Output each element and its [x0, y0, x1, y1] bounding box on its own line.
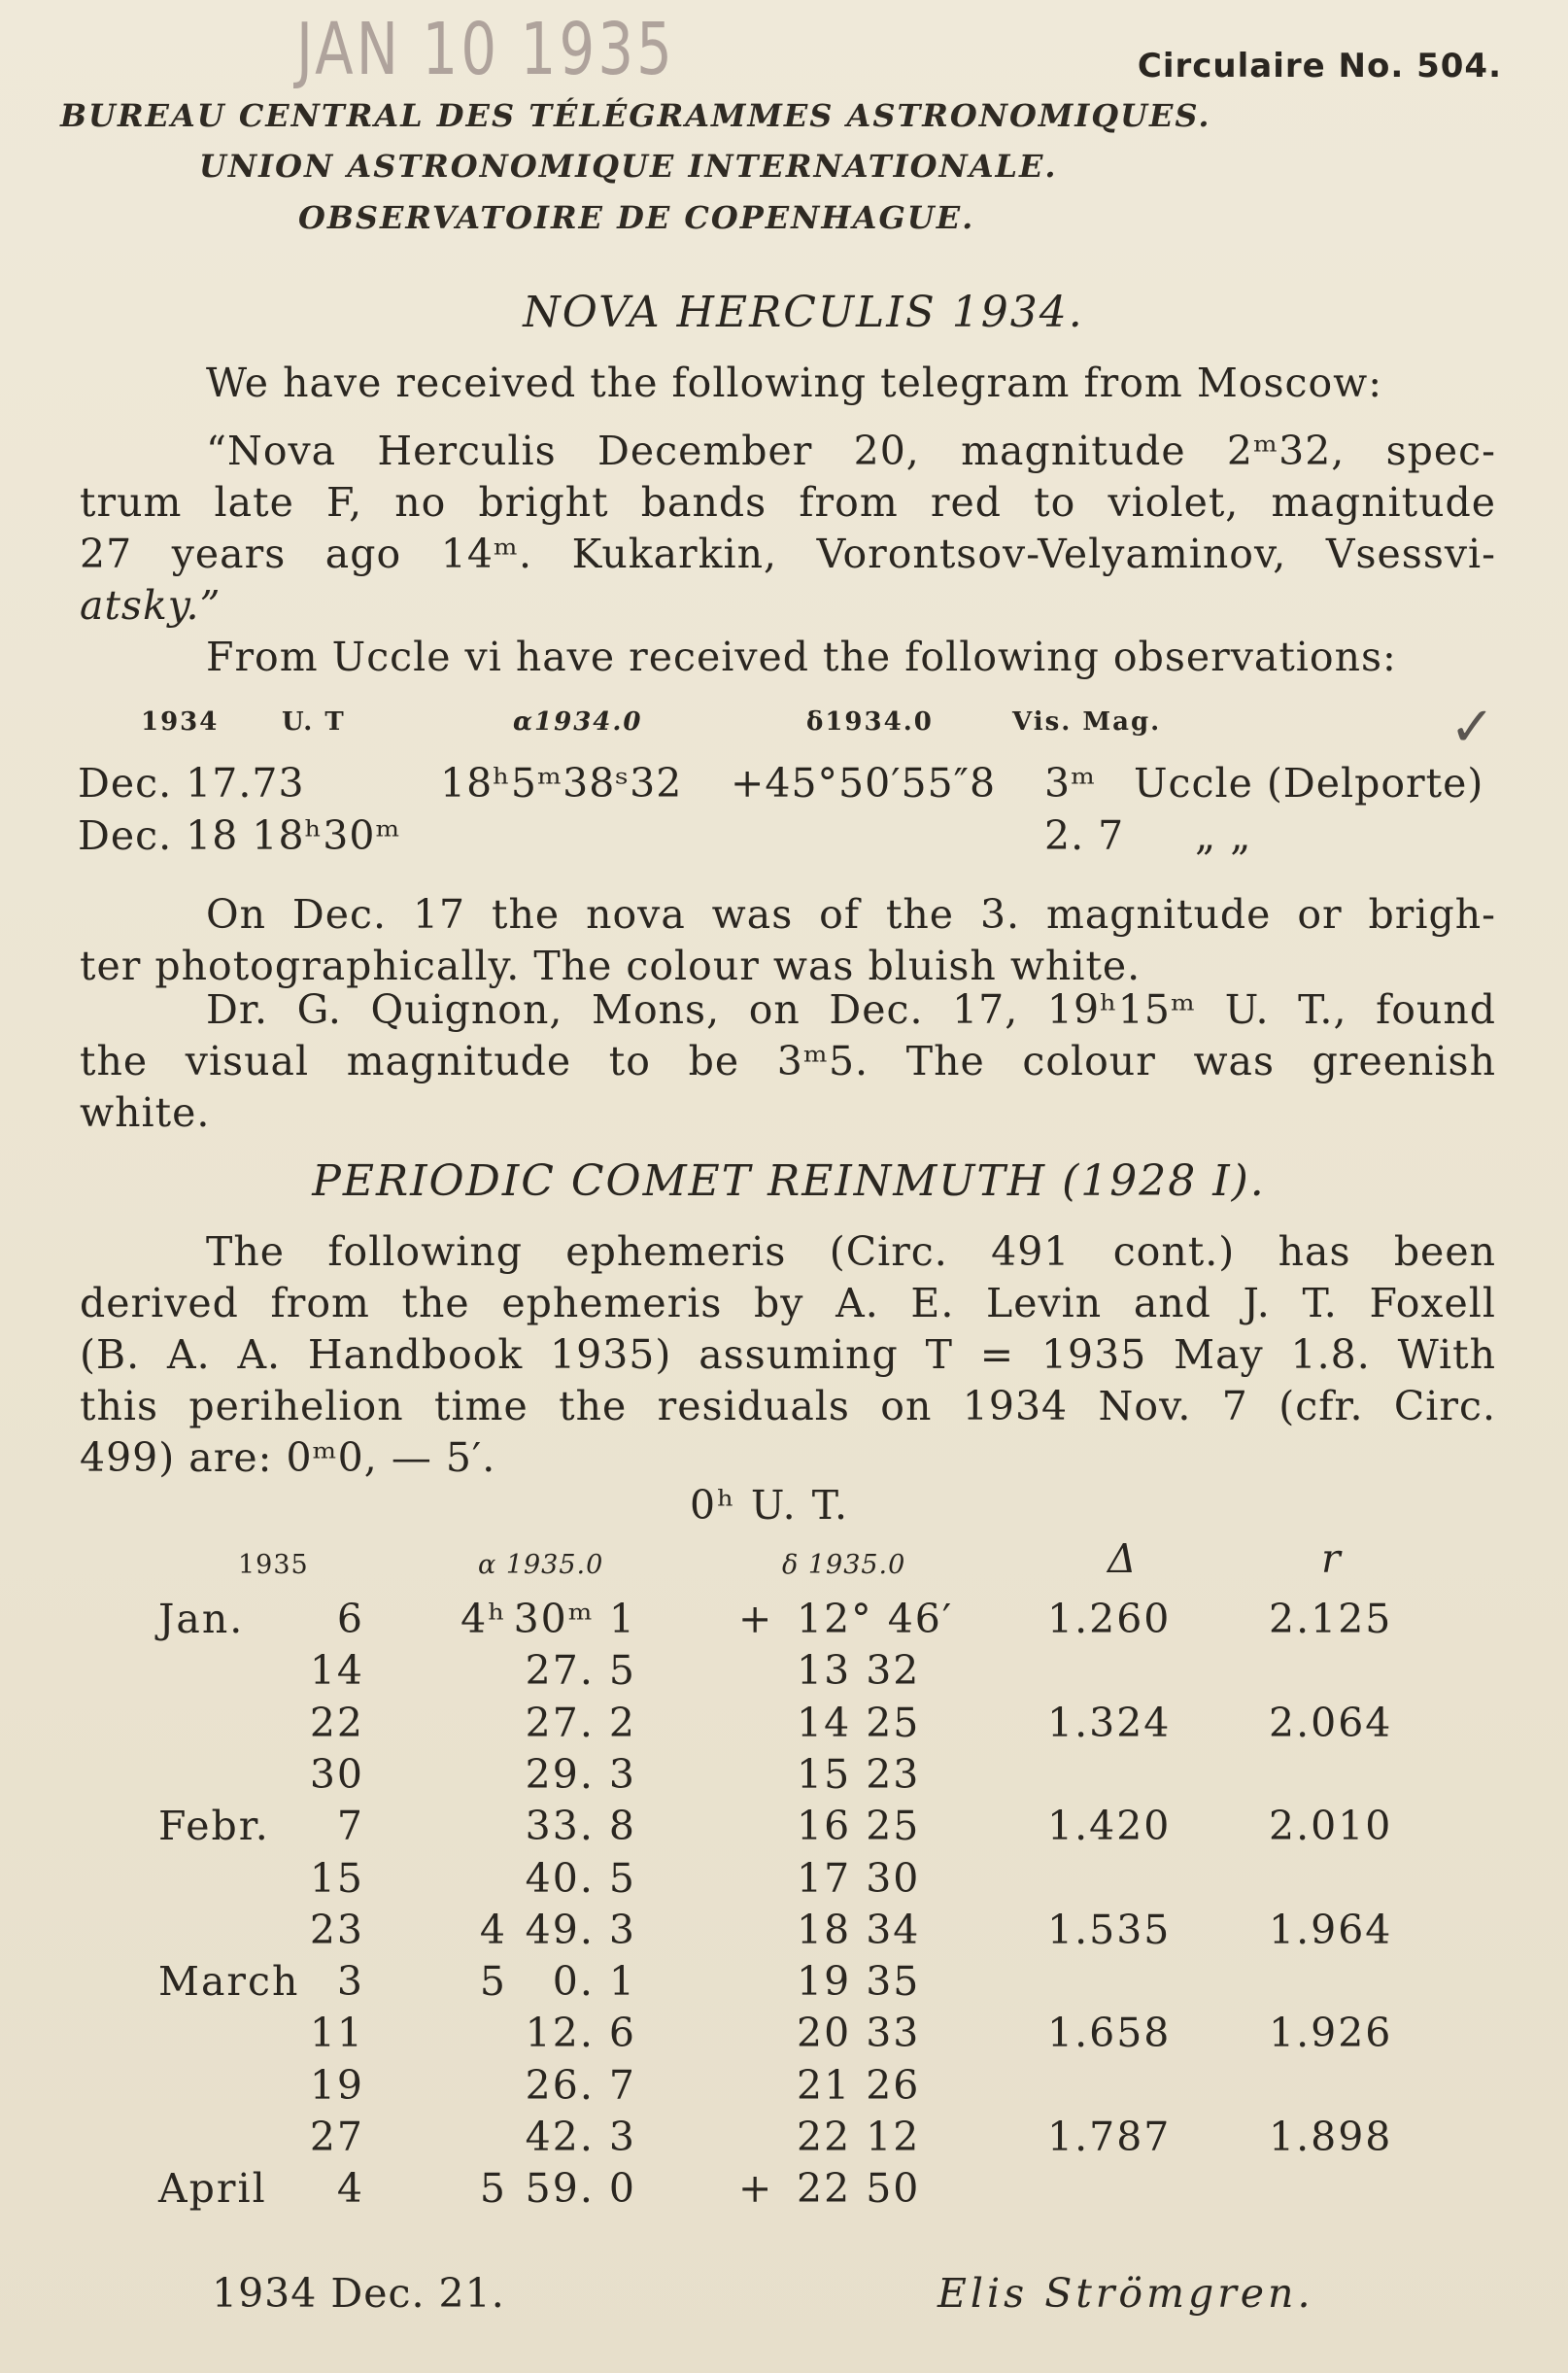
- nova-intro-line: We have received the following telegram from Moscow:: [206, 360, 1383, 406]
- eph-delta: 1.260: [1047, 1596, 1172, 1642]
- eph-header-year: 1935: [238, 1550, 309, 1580]
- eph-r: 1.926: [1269, 2010, 1393, 2057]
- eph-ra-minutes: 26. 7: [525, 2061, 636, 2109]
- received-date-stamp: JAN 10 1935: [296, 8, 676, 91]
- photo-paragraph: [80, 889, 1496, 992]
- obs-mag: 2. 7: [1044, 812, 1125, 859]
- comet-title: PERIODIC COMET REINMUTH (1928 I).: [312, 1156, 1266, 1206]
- eph-dec-value: 13 32: [797, 1647, 921, 1695]
- circular-number: Circulaire No. 504.: [1137, 47, 1502, 86]
- eph-dec-value: 16 25: [797, 1803, 921, 1850]
- comet-line: 499) are: 0ᵐ0, — 5′.: [80, 1434, 496, 1481]
- eph-ra-hours: 4: [479, 1906, 507, 1953]
- obs-date: Dec. 17.73: [78, 760, 305, 807]
- eph-dec-value: 12° 46′: [797, 1596, 954, 1642]
- telegram-line: 27 years ago 14ᵐ. Kukarkin, Vorontsov-Velyaminov, Vsessvi-: [80, 531, 1496, 577]
- header-bureau: BUREAU CENTRAL DES TÉLÉGRAMMES ASTRONOMIQUES.: [60, 97, 1211, 134]
- eph-r: 2.010: [1269, 1803, 1393, 1850]
- eph-ra-minutes: 12. 6: [525, 2010, 636, 2057]
- eph-dec-value: 15 23: [797, 1750, 921, 1798]
- comet-paragraph: [80, 1226, 1496, 1484]
- telegram-line: atsky.”: [80, 582, 222, 629]
- eph-day: 27: [309, 2114, 364, 2160]
- eph-delta: 1.420: [1047, 1803, 1172, 1850]
- eph-ra-minutes: 30ᵐ 1: [513, 1596, 636, 1642]
- eph-month: Febr.: [158, 1803, 270, 1850]
- comet-line: (B. A. A. Handbook 1935) assuming T = 1935 May 1.8. With: [80, 1331, 1496, 1378]
- telegram-line: “Nova Herculis December 20, magnitude 2ᵐ32, spec-: [206, 428, 1496, 474]
- eph-delta: 1.535: [1047, 1906, 1172, 1953]
- eph-day: 14: [309, 1647, 364, 1695]
- eph-ra-minutes: 27. 5: [525, 1647, 636, 1695]
- eph-ra-minutes: 49. 3: [525, 1906, 636, 1953]
- eph-r: 1.964: [1269, 1906, 1393, 1953]
- eph-header-ra: α 1935.0: [478, 1550, 604, 1580]
- comet-line: this perihelion time the residuals on 1934 Nov. 7 (cfr. Circ.: [80, 1383, 1496, 1429]
- eph-delta: 1.324: [1047, 1699, 1172, 1746]
- telegram-text: [80, 426, 1496, 632]
- eph-ra-hours: 5: [479, 2165, 507, 2213]
- uccle-intro-line: From Uccle vi have received the following observations:: [206, 634, 1397, 680]
- comet-line: derived from the ephemeris by A. E. Levin and J. T. Foxell: [80, 1280, 1496, 1326]
- ut-label: 0ʰ U. T.: [690, 1482, 850, 1529]
- eph-header-delta: Δ: [1108, 1535, 1139, 1582]
- obs-mag: 3ᵐ: [1044, 760, 1097, 807]
- footer-date: 1934 Dec. 21.: [212, 2270, 505, 2317]
- obs-header-ut: U. T: [282, 707, 346, 737]
- obs-observer: Uccle (Delporte): [1134, 760, 1484, 807]
- eph-ra-minutes: 0. 1: [552, 1958, 636, 2006]
- quignon-line: the visual magnitude to be 3ᵐ5. The colour was greenish: [80, 1038, 1496, 1084]
- eph-day: 15: [309, 1854, 364, 1902]
- obs-ra: 18ʰ5ᵐ38ˢ32: [440, 760, 683, 807]
- eph-ra-minutes: 27. 2: [525, 1699, 636, 1746]
- eph-dec-value: 14 25: [797, 1699, 921, 1746]
- eph-day: 23: [309, 1906, 364, 1953]
- checkmark-icon: ✓: [1449, 696, 1495, 759]
- obs-dec: +45°50′55″8: [731, 760, 997, 807]
- eph-dec-value: 22 50: [797, 2165, 921, 2213]
- eph-ra-minutes: 42. 3: [525, 2114, 636, 2160]
- quignon-line: white.: [80, 1089, 211, 1136]
- comet-line: The following ephemeris (Circ. 491 cont.) has been: [206, 1228, 1496, 1275]
- eph-day: 19: [309, 2061, 364, 2109]
- uccle-intro: [80, 632, 1496, 683]
- quignon-paragraph: [80, 984, 1496, 1139]
- eph-dec-value: 18 34: [797, 1906, 921, 1953]
- eph-r: 1.898: [1269, 2114, 1393, 2160]
- obs-header-ra: α1934.0: [513, 707, 643, 737]
- eph-day: 11: [309, 2010, 364, 2057]
- eph-delta: 1.658: [1047, 2010, 1172, 2057]
- eph-month: Jan.: [158, 1596, 245, 1642]
- eph-ra-minutes: 40. 5: [525, 1854, 636, 1902]
- signature: Elis Strömgren.: [937, 2270, 1314, 2317]
- eph-delta: 1.787: [1047, 2114, 1172, 2160]
- eph-dec-sign: +: [738, 2165, 774, 2213]
- obs-observer: „ „: [1195, 812, 1252, 859]
- eph-dec-value: 17 30: [797, 1854, 921, 1902]
- obs-header-dec: δ1934.0: [806, 707, 934, 737]
- eph-dec-value: 20 33: [797, 2010, 921, 2057]
- eph-dec-sign: +: [738, 1596, 774, 1642]
- eph-r: 2.125: [1269, 1596, 1393, 1642]
- eph-dec-value: 19 35: [797, 1958, 921, 2006]
- eph-day: 7: [336, 1803, 364, 1850]
- obs-header-mag: Vis. Mag.: [1012, 707, 1162, 737]
- eph-ra-minutes: 33. 8: [525, 1803, 636, 1850]
- eph-day: 30: [309, 1750, 364, 1798]
- eph-day: 22: [309, 1699, 364, 1746]
- eph-ra-minutes: 29. 3: [525, 1750, 636, 1798]
- nova-intro: [80, 358, 1496, 409]
- telegram-line: trum late F, no bright bands from red to violet, magnitude: [80, 479, 1496, 526]
- header-observatory: OBSERVATOIRE DE COPENHAGUE.: [298, 199, 975, 236]
- nova-title: NOVA HERCULIS 1934.: [523, 288, 1084, 337]
- eph-day: 6: [336, 1596, 364, 1642]
- photo-line: ter photographically. The colour was bluish white.: [80, 943, 1142, 989]
- eph-ra-hours: 4ʰ: [460, 1596, 507, 1642]
- eph-r: 2.064: [1269, 1699, 1393, 1746]
- header-union: UNION ASTRONOMIQUE INTERNATIONALE.: [199, 148, 1058, 185]
- eph-day: 3: [336, 1958, 364, 2006]
- eph-day: 4: [336, 2165, 364, 2213]
- eph-month: April: [158, 2165, 267, 2213]
- eph-dec-value: 21 26: [797, 2061, 921, 2109]
- obs-header-year: 1934: [141, 707, 220, 737]
- quignon-line: Dr. G. Quignon, Mons, on Dec. 17, 19ʰ15ᵐ U. T., found: [206, 986, 1496, 1033]
- eph-month: March: [158, 1958, 300, 2006]
- obs-date: Dec. 18 18ʰ30ᵐ: [78, 812, 401, 859]
- eph-header-r: r: [1321, 1535, 1343, 1582]
- photo-line: On Dec. 17 the nova was of the 3. magnitude or brigh-: [206, 891, 1496, 938]
- eph-dec-value: 22 12: [797, 2114, 921, 2160]
- eph-ra-hours: 5: [479, 1958, 507, 2006]
- eph-ra-minutes: 59. 0: [525, 2165, 636, 2213]
- eph-header-dec: δ 1935.0: [782, 1550, 906, 1580]
